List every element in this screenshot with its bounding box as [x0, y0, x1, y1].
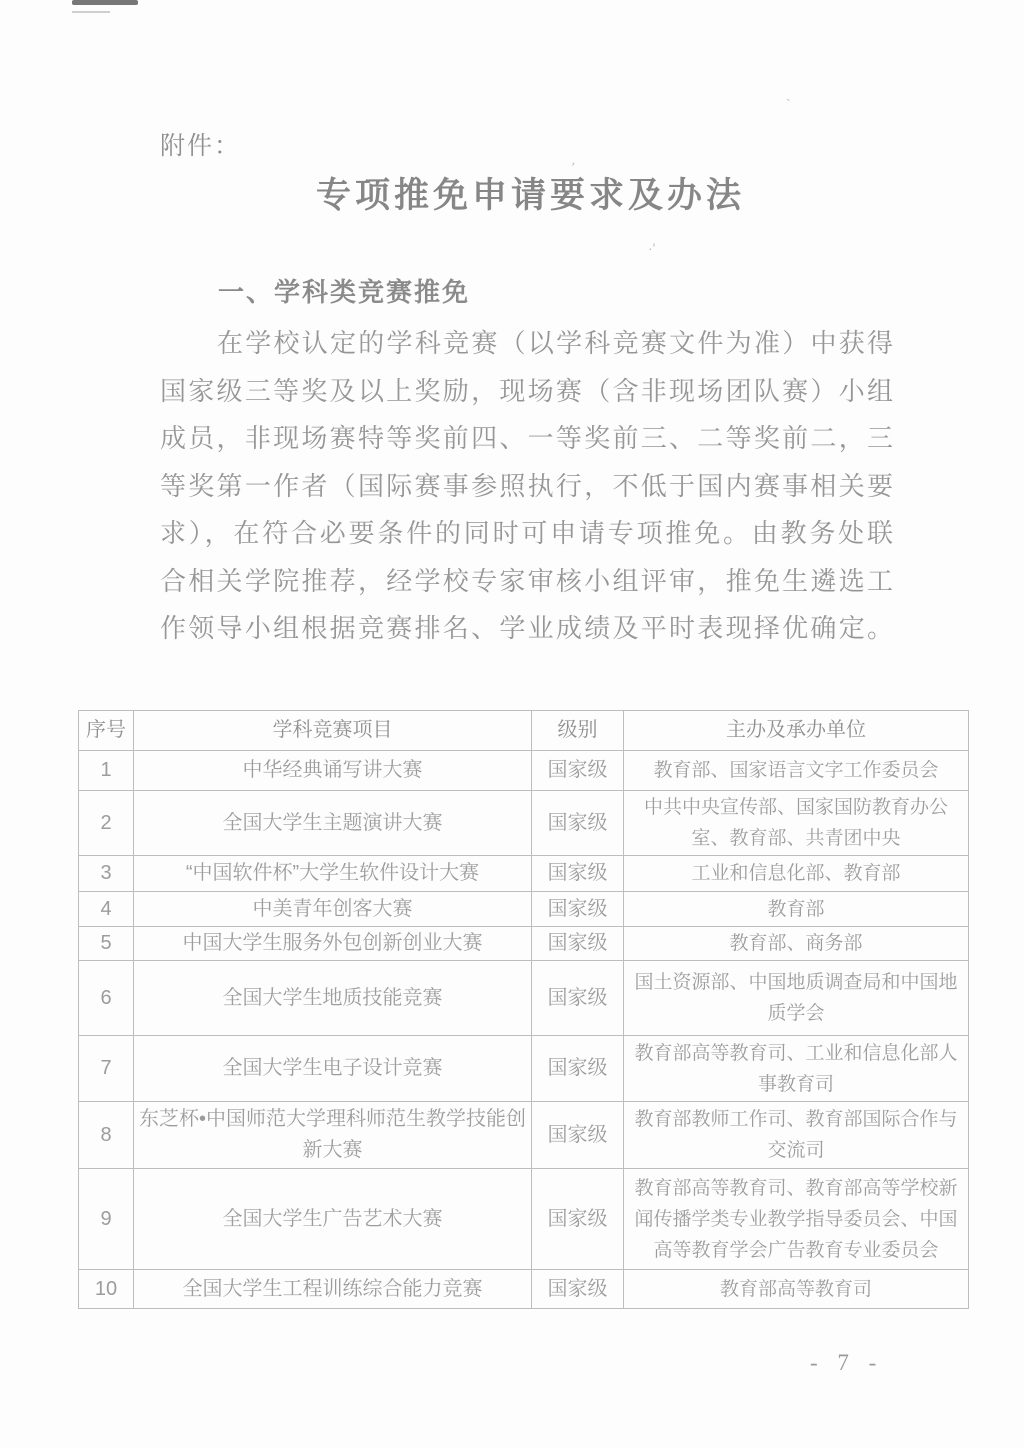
paragraph-line: 在学校认定的学科竞赛（以学科竞赛文件为准）中获得 [217, 328, 893, 358]
cell-org: 教育部高等教育司、工业和信息化部人事教育司 [624, 1036, 969, 1102]
header-org: 主办及承办单位 [624, 711, 969, 751]
cell-name: 中华经典诵写讲大赛 [134, 751, 532, 791]
cell-no: 3 [79, 856, 134, 892]
table-row [79, 791, 969, 856]
table-header-row [79, 711, 969, 751]
table-row [79, 856, 969, 892]
paragraph-line: 作领导小组根据竞赛排名、学业成绩及平时表现择优确定。 [160, 613, 893, 643]
cell-no: 8 [79, 1102, 134, 1169]
scan-artifact-mark: ·' [648, 240, 656, 256]
cell-org: 教育部、国家语言文字工作委员会 [624, 751, 969, 791]
cell-level: 国家级 [532, 856, 624, 892]
scan-artifact-streak [72, 0, 138, 5]
table-row [79, 751, 969, 791]
cell-level: 国家级 [532, 1036, 624, 1102]
page-number: - 7 - [810, 1350, 884, 1375]
table-row [79, 961, 969, 1036]
cell-level: 国家级 [532, 751, 624, 791]
competition-table [78, 710, 969, 1309]
table-row [79, 1270, 969, 1309]
scan-artifact-mark: , [569, 152, 583, 168]
cell-name: 东芝杯•中国师范大学理科师范生教学技能创新大赛 [134, 1102, 532, 1169]
cell-org: 教育部高等教育司、教育部高等学校新闻传播学类专业教学指导委员会、中国高等教育学会广告教育专业委员会 [624, 1169, 969, 1270]
paragraph-line: 求），在符合必要条件的同时可申请专项推免。由教务处联 [160, 518, 893, 548]
paragraph-line: 等奖第一作者（国际赛事参照执行，不低于国内赛事相关要 [160, 470, 893, 501]
table-row [79, 1036, 969, 1102]
cell-no: 7 [79, 1036, 134, 1102]
cell-org: 工业和信息化部、教育部 [624, 856, 969, 892]
cell-name: 全国大学生地质技能竞赛 [134, 961, 532, 1036]
cell-no: 6 [79, 961, 134, 1036]
scan-artifact-mark: ` [786, 96, 791, 112]
cell-level: 国家级 [532, 927, 624, 961]
cell-name: 全国大学生工程训练综合能力竞赛 [134, 1270, 532, 1309]
cell-level: 国家级 [532, 961, 624, 1036]
cell-org: 中共中央宣传部、国家国防教育办公室、教育部、共青团中央 [624, 791, 969, 856]
cell-level: 国家级 [532, 1102, 624, 1169]
header-level: 级别 [532, 711, 624, 751]
cell-org: 教育部教师工作司、教育部国际合作与交流司 [624, 1102, 969, 1169]
header-no: 序号 [79, 711, 134, 751]
cell-no: 10 [79, 1270, 134, 1309]
cell-level: 国家级 [532, 892, 624, 927]
section-heading: 一、学科类竞赛推免 [218, 277, 471, 307]
cell-name: 全国大学生电子设计竞赛 [134, 1036, 532, 1102]
paragraph-line: 合相关学院推荐，经学校专家审核小组评审，推免生遴选工 [160, 565, 893, 596]
cell-org: 教育部、商务部 [624, 927, 969, 961]
table-row [79, 1169, 969, 1270]
cell-no: 5 [79, 927, 134, 961]
table-row [79, 927, 969, 961]
table-row [79, 892, 969, 927]
body-paragraph [160, 320, 893, 653]
cell-name: 全国大学生主题演讲大赛 [134, 791, 532, 856]
cell-no: 9 [79, 1169, 134, 1270]
attachment-label: 附件： [160, 132, 242, 160]
cell-name: 中美青年创客大赛 [134, 892, 532, 927]
header-name: 学科竞赛项目 [134, 711, 532, 751]
cell-level: 国家级 [532, 1169, 624, 1270]
cell-name: 全国大学生广告艺术大赛 [134, 1169, 532, 1270]
cell-level: 国家级 [532, 791, 624, 856]
cell-org: 国土资源部、中国地质调查局和中国地质学会 [624, 961, 969, 1036]
paragraph-line: 国家级三等奖及以上奖励，现场赛（含非现场团队赛）小组 [160, 375, 893, 406]
scan-artifact-streak-light [72, 11, 110, 13]
cell-no: 1 [79, 751, 134, 791]
table-row [79, 1102, 969, 1169]
paragraph-line: 成员，非现场赛特等奖前四、一等奖前三、二等奖前二，三 [160, 423, 893, 453]
cell-level: 国家级 [532, 1270, 624, 1309]
cell-name: 中国大学生服务外包创新创业大赛 [134, 927, 532, 961]
cell-org: 教育部 [624, 892, 969, 927]
cell-name: “中国软件杯”大学生软件设计大赛 [134, 856, 532, 892]
cell-org: 教育部高等教育司 [624, 1270, 969, 1309]
cell-no: 4 [79, 892, 134, 927]
page-title: 专项推免申请要求及办法 [316, 176, 746, 215]
cell-no: 2 [79, 791, 134, 856]
